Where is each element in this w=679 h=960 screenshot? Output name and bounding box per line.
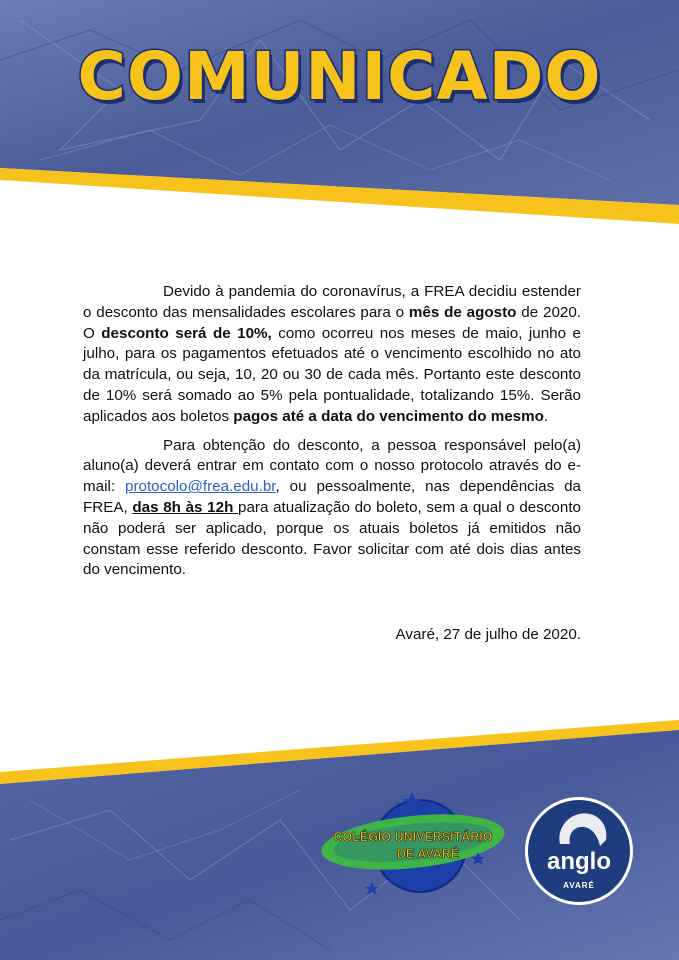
colegio-universitario-logo [318,790,508,902]
header-banner [0,0,679,230]
page-title: COMUNICADO [77,38,602,115]
svg-text:AVARÉ: AVARÉ [563,881,595,890]
anglo-logo [522,796,636,906]
office-hours: das 8h às 12h [132,498,239,516]
paragraph-discount: Devido à pandemia do coronavírus, a FREA decidiu estender o desconto das mensalidades escolares para o mês de agosto de 2020. O desconto será de 10%, como ocorreu nos meses de maio, junho e julho, para os pagamentos efetuados até o vencimento escolhido no ato da matrícula, ou seja, 10, 20 ou 30 de cada mês. Portanto este desconto de 10% será somado ao 5% pela pontualidade, totalizando 15%. Serão aplicados aos boletos pagos até a data do vencimento do mesmo. [83,283,582,425]
email-link[interactable]: protocolo@frea.edu.br [125,478,276,496]
svg-text:DE AVARÉ: DE AVARÉ [396,847,460,861]
svg-text:anglo: anglo [547,848,611,875]
announcement-body [83,282,581,589]
svg-text:COLÉGIO UNIVERSITÁRIO: COLÉGIO UNIVERSITÁRIO [333,830,493,844]
document-date: Avaré, 27 de julho de 2020. [395,626,581,643]
paragraph-contact: Para obtenção do desconto, a pessoa responsável pelo(a) aluno(a) deverá entrar em contato com o nosso protocolo através do e-mail: protocolo@frea.edu.br, ou pessoalmente, nas dependências da FREA, das 8h às 12h para atualização do boleto, sem a qual o desconto não poderá ser aplicado, porque os atuais boletos já emitidos não constam esse referido desconto. Favor solicitar com até dois dias antes do vencimento. [83,436,581,579]
